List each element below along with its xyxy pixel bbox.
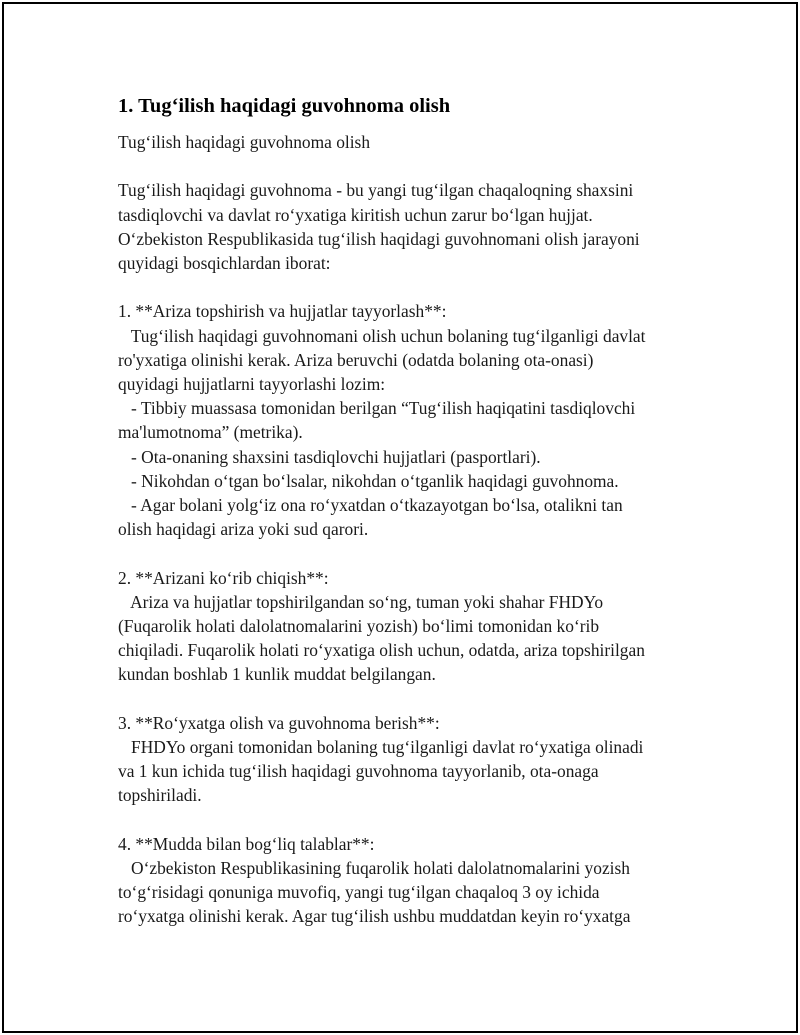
text-line: ro'yxatiga olinishi kerak. Ariza beruvchi (odatda bolaning ota-onasi) [118, 349, 594, 370]
document-body [118, 92, 683, 929]
text-line: kundan boshlab 1 kunlik muddat belgilangan. [118, 664, 436, 685]
text-line: 4. **Mudda bilan bog‘liq talablar**: [118, 833, 375, 854]
document-heading: 1. Tug‘ilish haqidagi guvohnoma olish [118, 95, 451, 117]
text-line: - Ota-onaning shaxsini tasdiqlovchi hujjatlari (pasportlari). [118, 446, 541, 467]
text-line: quyidagi bosqichlardan iborat: [118, 253, 331, 273]
document-text [118, 130, 683, 929]
text-line: Tug‘ilish haqidagi guvohnoma - bu yangi tug‘ilgan chaqaloqning shaxsini [118, 180, 634, 201]
text-line: Ariza va hujjatlar topshirilgandan so‘ng, tuman yoki shahar FHDYo [118, 591, 604, 612]
text-line: olish haqidagi ariza yoki sud qarori. [118, 519, 369, 540]
text-line: 1. **Ariza topshirish va hujjatlar tayyorlash**: [118, 301, 447, 322]
text-line: va 1 kun ichida tug‘ilish haqidagi guvohnoma tayyorlanib, ota-onaga [118, 761, 599, 782]
text-line: ma'lumotnoma” (metrika). [118, 422, 303, 443]
text-line: Tug‘ilish haqidagi guvohnomani olish uchun bolaning tug‘ilganligi davlat [118, 325, 646, 346]
blank-line [118, 154, 683, 178]
text-line: ro‘yxatga olinishi kerak. Agar tug‘ilish ushbu muddatdan keyin ro‘yxatga [118, 906, 631, 927]
text-line: 3. **Ro‘yxatga olish va guvohnoma berish**: [118, 712, 440, 733]
text-line: chiqiladi. Fuqarolik holati ro‘yxatiga olish uchun, odatda, ariza topshirilgan [118, 640, 645, 661]
text-line: (Fuqarolik holati dalolatnomalarini yozish) bo‘limi tomonidan ko‘rib [118, 616, 600, 637]
text-line: topshiriladi. [118, 785, 202, 806]
text-line: - Tibbiy muassasa tomonidan berilgan “Tug‘ilish haqiqatini tasdiqlovchi [118, 398, 636, 419]
text-line: 2. **Arizani ko‘rib chiqish**: [118, 567, 329, 588]
text-line: quyidagi hujjatlarni tayyorlashi lozim: [118, 374, 386, 394]
blank-line [118, 275, 683, 299]
blank-line [118, 541, 683, 565]
text-line: to‘g‘risidagi qonuniga muvofiq, yangi tug‘ilgan chaqaloq 3 oy ichida [118, 882, 600, 903]
text-line: O‘zbekiston Respublikasining fuqarolik holati dalolatnomalarini yozish [118, 858, 630, 879]
text-line: Tug‘ilish haqidagi guvohnoma olish [118, 132, 371, 152]
blank-line [118, 808, 683, 832]
text-line: - Agar bolani yolg‘iz ona ro‘yxatdan o‘tkazayotgan bo‘lsa, otalikni tan [118, 495, 623, 516]
text-line: O‘zbekiston Respublikasida tug‘ilish haqidagi guvohnomani olish jarayoni [118, 228, 640, 249]
text-line: - Nikohdan o‘tgan bo‘lsalar, nikohdan o‘tganlik haqidagi guvohnoma. [118, 470, 619, 491]
text-line: tasdiqlovchi va davlat ro‘yxatiga kiritish uchun zarur bo‘lgan hujjat. [118, 204, 593, 225]
blank-line [118, 687, 683, 711]
text-line: FHDYo organi tomonidan bolaning tug‘ilganligi davlat ro‘yxatiga olinadi [118, 737, 644, 758]
